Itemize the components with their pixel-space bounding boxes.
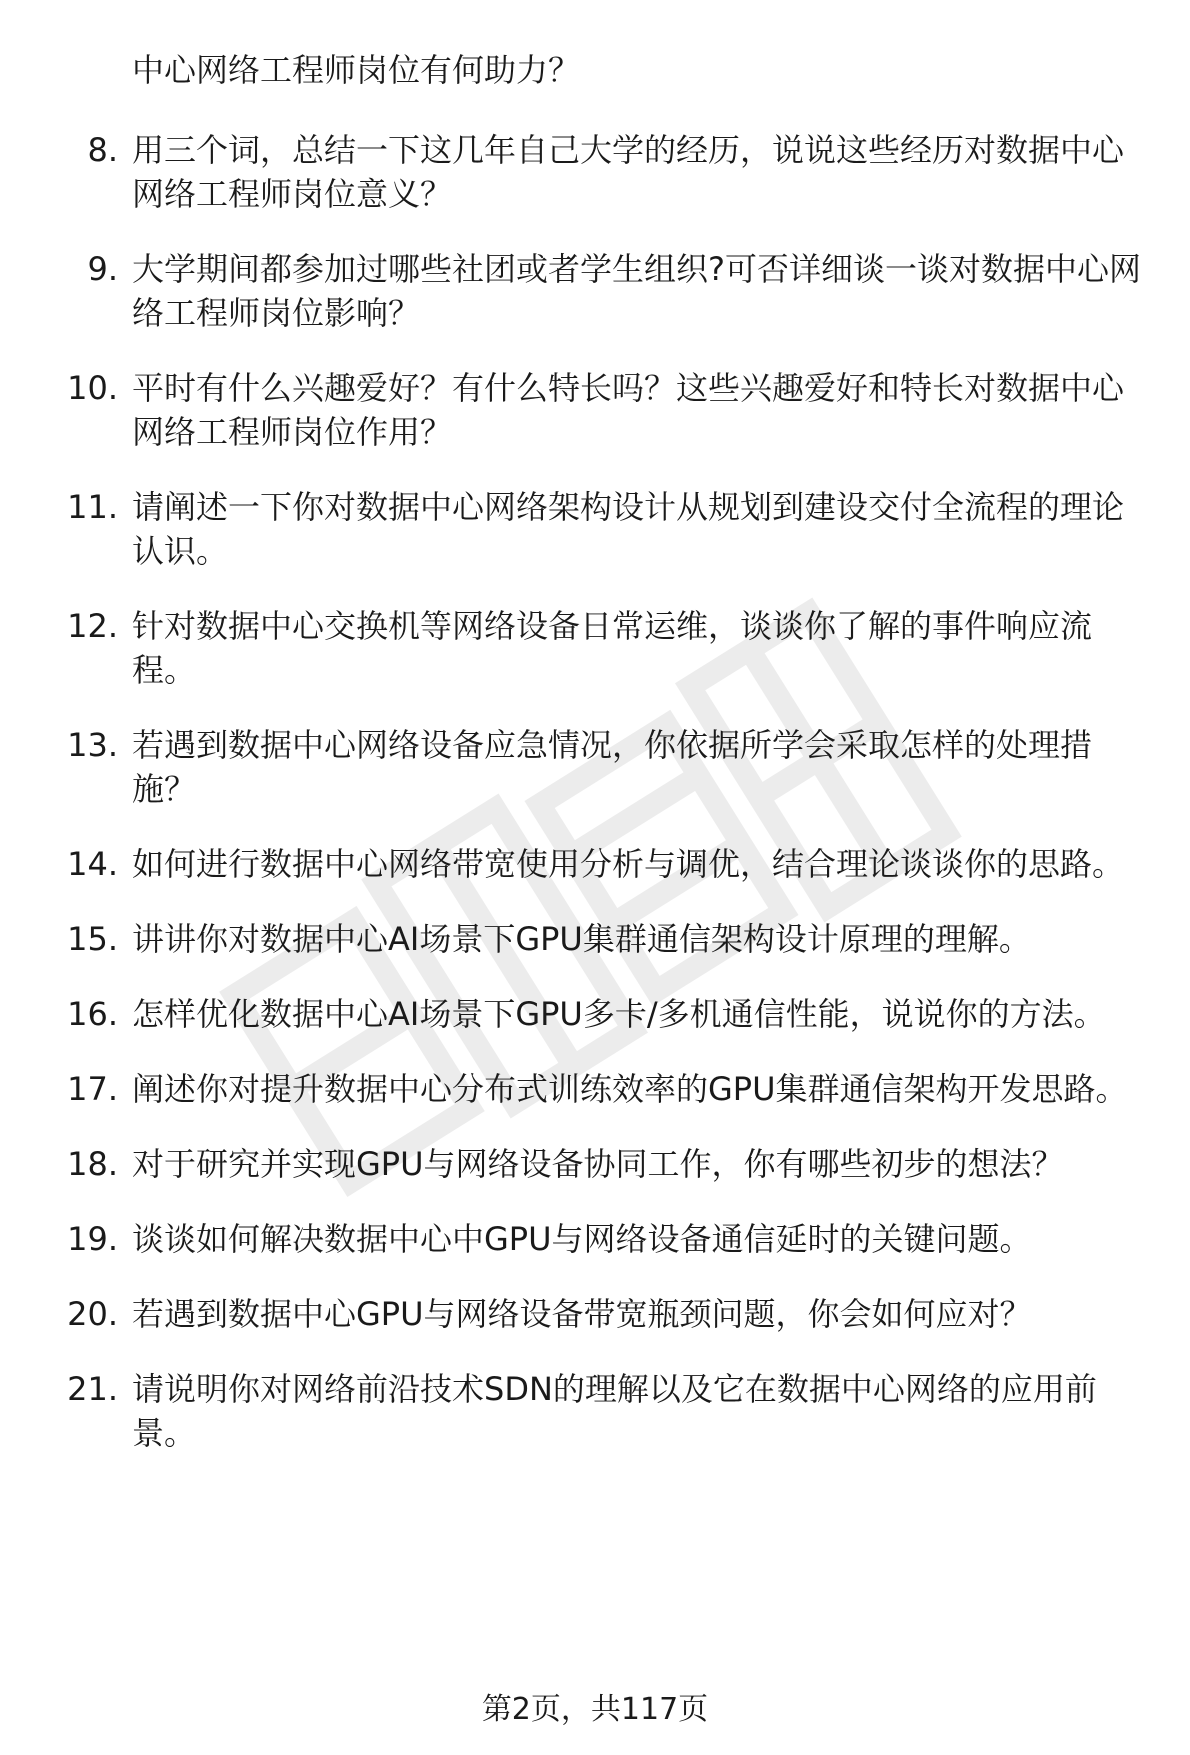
question-item [0, 128, 1190, 216]
continued-question-text: 中心网络工程师岗位有何助力？ [132, 51, 581, 89]
question-item [0, 247, 1190, 335]
question-number: 12. [67, 607, 118, 645]
question-number: 16. [67, 995, 118, 1033]
question-item [0, 1367, 1190, 1455]
question-item [0, 842, 1190, 886]
question-number: 15. [67, 920, 118, 958]
question-text: 请阐述一下你对数据中心网络架构设计从规划到建设交付全流程的理论认识。 [132, 488, 1125, 570]
question-item [0, 1067, 1190, 1111]
question-item [0, 917, 1190, 961]
question-item [0, 1292, 1190, 1336]
question-number: 14. [67, 845, 118, 883]
question-text: 请说明你对网络前沿技术SDN的理解以及它在数据中心网络的应用前景。 [132, 1370, 1097, 1452]
question-text: 大学期间都参加过哪些社团或者学生组织?可否详细谈一谈对数据中心网络工程师岗位影响？ [132, 250, 1141, 332]
question-number: 13. [67, 726, 118, 764]
question-text: 对于研究并实现GPU与网络设备协同工作，你有哪些初步的想法？ [132, 1145, 1064, 1183]
question-item [0, 723, 1190, 811]
question-number: 8. [87, 131, 118, 169]
question-text: 阐述你对提升数据中心分布式训练效率的GPU集群通信架构开发思路。 [132, 1070, 1128, 1108]
page-footer: 第2页，共117页 [481, 1692, 709, 1727]
question-text: 谈谈如何解决数据中心中GPU与网络设备通信延时的关键问题。 [132, 1220, 1032, 1258]
question-text: 若遇到数据中心网络设备应急情况，你依据所学会采取怎样的处理措施？ [132, 726, 1093, 808]
question-list [0, 128, 1190, 1486]
question-text: 如何进行数据中心网络带宽使用分析与调优，结合理论谈谈你的思路。 [132, 845, 1125, 883]
question-text: 针对数据中心交换机等网络设备日常运维，谈谈你了解的事件响应流程。 [132, 607, 1093, 689]
question-text: 平时有什么兴趣爱好？有什么特长吗？这些兴趣爱好和特长对数据中心网络工程师岗位作用？ [132, 369, 1125, 451]
question-item [0, 366, 1190, 454]
question-number: 18. [67, 1145, 118, 1183]
question-number: 19. [67, 1220, 118, 1258]
question-number: 20. [67, 1295, 118, 1333]
question-number: 21. [67, 1370, 118, 1408]
question-text: 用三个词，总结一下这几年自己大学的经历，说说这些经历对数据中心网络工程师岗位意义？ [132, 131, 1125, 213]
question-item [0, 1142, 1190, 1186]
question-item [0, 604, 1190, 692]
question-number: 9. [87, 250, 118, 288]
question-number: 10. [67, 369, 118, 407]
question-item [0, 992, 1190, 1036]
question-text: 若遇到数据中心GPU与网络设备带宽瓶颈问题，你会如何应对？ [132, 1295, 1032, 1333]
question-item [0, 1217, 1190, 1261]
question-number: 11. [67, 488, 118, 526]
question-item [0, 485, 1190, 573]
question-text: 讲讲你对数据中心AI场景下GPU集群通信架构设计原理的理解。 [132, 920, 1031, 958]
question-number: 17. [67, 1070, 118, 1108]
question-text: 怎样优化数据中心AI场景下GPU多卡/多机通信性能，说说你的方法。 [132, 995, 1106, 1033]
